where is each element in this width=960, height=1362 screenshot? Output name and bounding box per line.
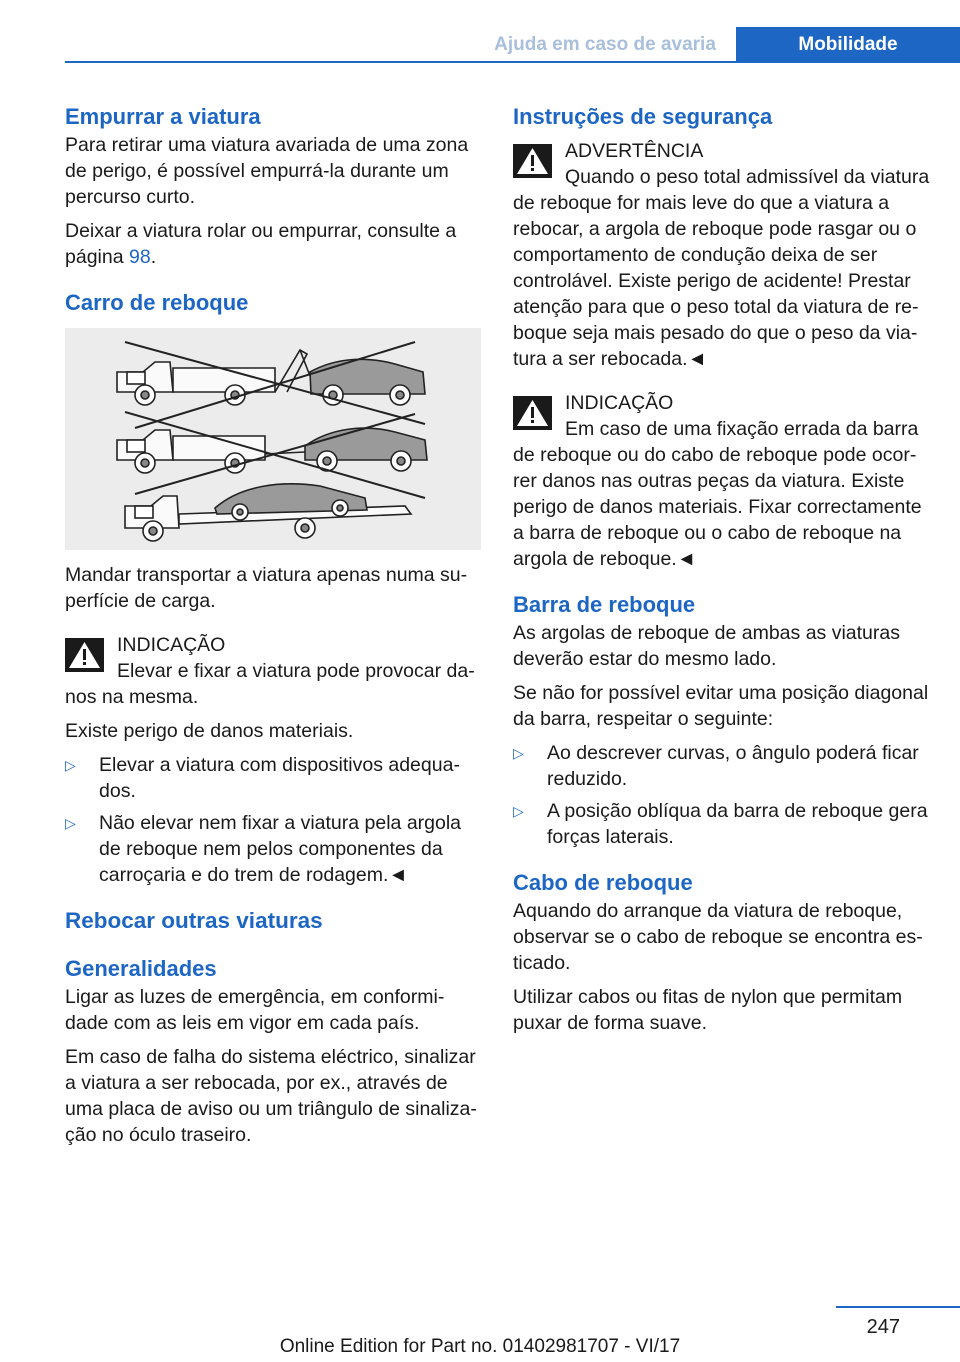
list-item: ▷ Não elevar nem fixar a viatura pela argola de reboque nem pelos componentes da carroçaria e do trem de rodagem.◄ (65, 812, 462, 886)
note-text: Em caso de uma fixação errada da barra de reboque ou do cabo de reboque pode ocorrer danos nas outras peças da viatura. Existe perigo de danos materiais. Fixar correctamente a barra de reboque ou o cabo de reboque na argola de reboque.◄ (513, 418, 922, 570)
right-column (513, 102, 933, 1036)
triangle-bullet-icon: ▷ (65, 815, 76, 831)
triangle-bullet-icon: ▷ (65, 757, 76, 773)
push-vehicle-text: Para retirar uma viatura avariada de uma zona de perigo, é possível empurrá-la durante um percurso curto. (65, 134, 469, 208)
list-item: ▷ Ao descrever curvas, o ângulo poderá ficar reduzido. (513, 742, 919, 790)
warning-triangle-icon (513, 396, 552, 430)
warning-title: ADVERTÊNCIA (565, 140, 704, 162)
warning-text: Quando o peso total admissível da viatura de reboque for mais leve do que a viatura a rebocar, a argola de reboque pode rasgar ou o comportamento de condução deixa de ser controlável. Existe perigo de acidente! Prestar atenção para que o peso total da viatura de reboque seja mais pesado do que o peso da viatura a ser rebocada.◄ (513, 166, 930, 370)
flatbed-row (125, 484, 411, 541)
note-block (65, 632, 481, 710)
left-column (65, 102, 481, 1148)
tow-bar-heading: Barra de reboque (513, 592, 696, 617)
tow-truck-heading: Carro de reboque (65, 290, 249, 315)
warning-block (513, 138, 933, 372)
header-rule (65, 61, 960, 63)
note-title: INDICAÇÃO (565, 392, 674, 414)
edition-line: Online Edition for Part no. 01402981707 - VI/17 (279, 1336, 681, 1357)
general-heading: Generalidades (65, 956, 217, 981)
list-item: ▷ A posição oblíqua da barra de reboque gera forças laterais. (513, 800, 928, 848)
general-text-1: Ligar as luzes de emergência, em conformidade com as leis em vigor em cada país. (65, 986, 445, 1034)
tow-bar-list (513, 740, 933, 850)
warning-triangle-icon (65, 638, 104, 672)
tow-bar-text-2: Se não for possível evitar uma posição diagonal da barra, respeitar o seguinte: (513, 682, 929, 730)
tow-truck-illustration (65, 328, 481, 550)
tow-bar-text-1: As argolas de reboque de ambas as viaturas deverão estar do mesmo lado. (513, 622, 900, 670)
push-vehicle-heading: Empurrar a viatura (65, 104, 261, 129)
general-text-2: Em caso de falha do sistema eléctrico, sinalizar a viatura a ser rebocada, por ex., através de uma placa de aviso ou um triângulo de sinalização no óculo traseiro. (65, 1046, 477, 1146)
note-damage-text: Existe perigo de danos materiais. (65, 720, 354, 742)
tow-cable-text-2: Utilizar cabos ou fitas de nylon que permitam puxar de forma suave. (513, 986, 903, 1034)
safety-heading: Instruções de segurança (513, 104, 773, 129)
page-link[interactable]: 98 (128, 246, 151, 268)
reference-end: . (150, 246, 157, 268)
page-number: 247 (866, 1316, 900, 1338)
note-block (513, 390, 933, 572)
tow-truck-row-1 (117, 342, 425, 428)
tow-other-heading: Rebocar outras viaturas (65, 908, 323, 933)
list-item: ▷ Elevar a viatura com dispositivos adequados. (65, 754, 460, 802)
triangle-bullet-icon: ▷ (513, 803, 524, 819)
note-title: INDICAÇÃO (117, 634, 226, 656)
push-vehicle-reference (65, 218, 481, 270)
figure-caption: Mandar transportar a viatura apenas numa superfície de carga. (65, 564, 468, 612)
reference-text: Deixar a viatura rolar ou empurrar, consulte a página (65, 220, 457, 268)
note-list (65, 752, 481, 888)
tow-cable-heading: Cabo de reboque (513, 870, 693, 895)
header-section: Ajuda em caso de avaria (494, 33, 716, 55)
warning-triangle-icon (513, 144, 552, 178)
footer-rule (836, 1306, 960, 1308)
triangle-bullet-icon: ▷ (513, 745, 524, 761)
tow-cable-text-1: Aquando do arranque da viatura de reboque, observar se o cabo de reboque se encontra esticado. (513, 900, 923, 974)
header-chapter: Mobilidade (736, 27, 960, 62)
note-text: Elevar e fixar a viatura pode provocar danos na mesma. (65, 660, 475, 708)
